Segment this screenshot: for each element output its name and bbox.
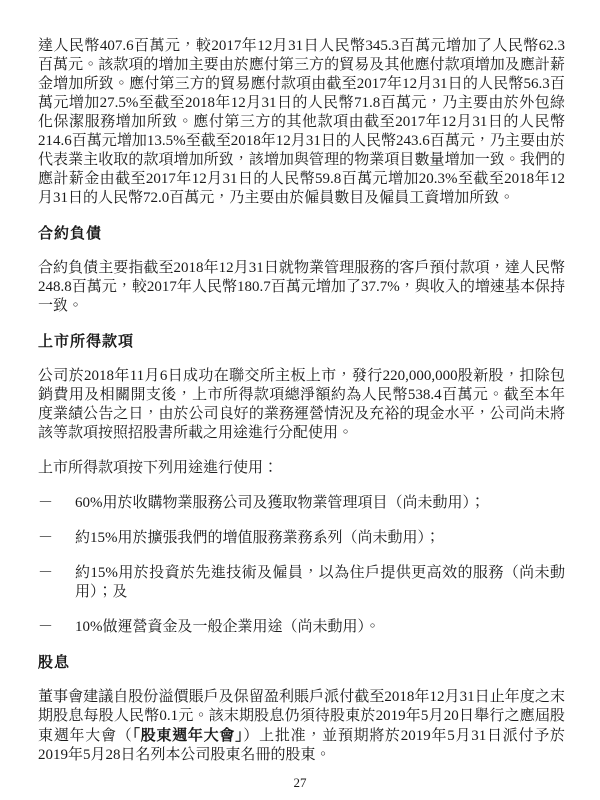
- bullet-dash: －: [38, 495, 54, 511]
- bullet-dash: －: [38, 619, 54, 635]
- bullet-text: 10%做運營資金及一般企業用途（尚未動用）。: [75, 619, 380, 635]
- bullet-item-working-capital: [38, 618, 565, 637]
- bullet-text: 60%用於收購物業服務公司及獲取物業管理項目（尚未動用）；: [75, 495, 485, 511]
- paragraph-contract-liabilities: 合約負債主要指截至2018年12月31日就物業管理服務的客戶預付款項，達人民幣248.8百萬元，較2017年人民幣180.7百萬元增加了37.7%，與收入的增速基本保持一致。: [38, 260, 565, 314]
- paragraph-trade-payables-continuation: 達人民幣407.6百萬元，較2017年12月31日人民幣345.3百萬元增加了人民幣62.3百萬元。該款項的增加主要由於應付第三方的貿易及其他應付款項增加及應計薪金增加所致。應付第三方的貿易應付款項由截至2017年12月31日的人民幣56.3百萬元增加27.5%至截至2018年12月31日的人民幣71.8百萬元，乃主要由於外包綠化保潔服務增加所致。應付第三方的其他款項由截至2017年12月31日的人民幣214.6百萬元增加13.5%至截至2018年12月31日的人民幣243.6百萬元，乃主要由於代表業主收取的款項增加所致，該增加與管理的物業項目數量增加一致。我們的應計薪金由截至2017年12月31日的人民幣59.8百萬元增加20.3%至截至2018年12月31日的人民幣72.0百萬元，乃主要由於僱員數目及僱員工資增加所致。: [38, 38, 565, 206]
- bullet-item-acquisitions: [38, 494, 565, 513]
- bullet-item-technology-staff: [38, 564, 565, 602]
- dividend-defined-term-agm: 「股東週年大會」: [132, 726, 244, 744]
- dividend-text-post: ）上批准，並預期將於2019年5月31日派付予於2019年5月28日名列本公司股東名冊的股東。: [38, 728, 565, 763]
- bullet-text: 約15%用於投資於先進技術及僱員，以為住戶提供更高效的服務（尚未動用）；及: [75, 565, 565, 600]
- section-heading-dividend: 股息: [38, 653, 71, 671]
- bullet-item-value-added-services: [38, 529, 565, 548]
- dividend-text-pre: 董事會建議自股份溢價賬戶及保留盈利賬戶派付截至2018年12月31日止年度之末期股息每股人民幣0.1元。該末期股息仍須待股東於2019年5月20日舉行之應屆股東週年大會（: [38, 689, 565, 744]
- paragraph-proceeds-usage-intro: 上市所得款項按下列用途進行使用：: [38, 460, 279, 476]
- section-heading-listing-proceeds: 上市所得款項: [38, 332, 135, 350]
- bullet-dash: －: [38, 565, 54, 581]
- bullet-text: 約15%用於擴張我們的增值服務業務系列（尚未動用）；: [75, 530, 440, 546]
- paragraph-dividend: [38, 688, 565, 765]
- section-heading-contract-liabilities: 合約負債: [38, 224, 103, 242]
- bullet-dash: －: [38, 530, 54, 546]
- page-number: 27: [293, 775, 307, 790]
- paragraph-listing-proceeds: 公司於2018年11月6日成功在聯交所主板上市，發行220,000,000股新股，扣除包銷費用及相關開支後，上市所得款項總淨額約為人民幣538.4百萬元。截至本年度業績公告之日，由於公司良好的業務運營情況及充裕的現金水平，公司尚未將該等款項按照招股書所載之用途進行分配使用。: [38, 368, 565, 441]
